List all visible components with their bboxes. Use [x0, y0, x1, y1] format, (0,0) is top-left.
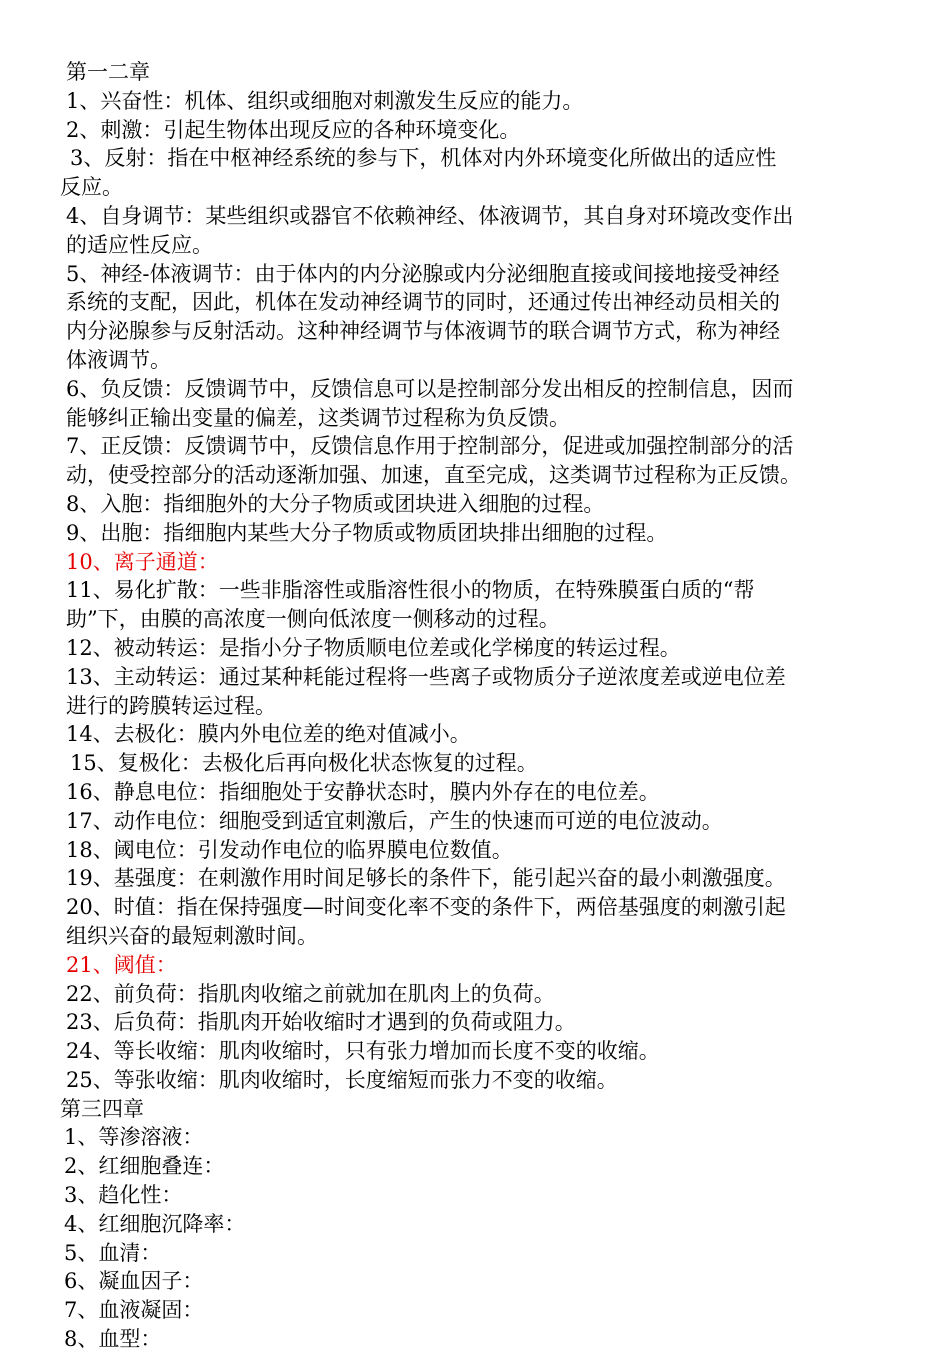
definition-line: 20、时值：指在保持强度—时间变化率不变的条件下，两倍基强度的刺激引起: [66, 895, 786, 920]
definition-line: 12、被动转运：是指小分子物质顺电位差或化学梯度的转运过程。: [66, 635, 681, 660]
definition-line: 1、兴奋性：机体、组织或细胞对刺激发生反应的能力。: [66, 88, 584, 113]
term-line: 2、红细胞叠连：: [64, 1154, 225, 1179]
definition-line: 2、刺激：引起生物体出现反应的各种环境变化。: [66, 117, 521, 142]
definition-line: 助”下，由膜的高浓度一侧向低浓度一侧移动的过程。: [66, 607, 560, 632]
chapter-heading: 第一二章: [66, 60, 150, 84]
highlighted-term-line: 21、阈值：: [66, 952, 177, 977]
definition-line: 22、前负荷：指肌肉收缩之前就加在肌肉上的负荷。: [66, 981, 555, 1006]
highlighted-term-line: 10、离子通道：: [66, 549, 219, 574]
definition-line: 13、主动转运：通过某种耗能过程将一些离子或物质分子逆浓度差或逆电位差: [66, 664, 786, 689]
term-line: 5、血清：: [64, 1240, 162, 1265]
definition-line: 5、神经-体液调节：由于体内的内分泌腺或内分泌细胞直接或间接地接受神经: [66, 261, 780, 286]
definition-line: 16、静息电位：指细胞处于安静状态时，膜内外存在的电位差。: [66, 779, 660, 804]
definition-line: 3、反射：指在中枢神经系统的参与下，机体对内外环境变化所做出的适应性: [70, 146, 777, 171]
term-line: 4、红细胞沉降率：: [64, 1211, 246, 1236]
definition-line: 8、入胞：指细胞外的大分子物质或团块进入细胞的过程。: [66, 491, 605, 516]
definition-line: 系统的支配，因此，机体在发动神经调节的同时，还通过传出神经动员相关的: [66, 290, 780, 315]
definition-line: 4、自身调节：某些组织或器官不依赖神经、体液调节，其自身对环境改变作出: [66, 203, 794, 228]
definition-line: 的适应性反应。: [66, 232, 213, 257]
definition-line: 14、去极化：膜内外电位差的绝对值减小。: [66, 722, 471, 747]
definition-line: 25、等张收缩：肌肉收缩时，长度缩短而张力不变的收缩。: [66, 1067, 618, 1092]
definition-line: 动，使受控部分的活动逐渐加强、加速，直至完成，这类调节过程称为正反馈。: [66, 463, 801, 488]
definition-line: 19、基强度：在刺激作用时间足够长的条件下，能引起兴奋的最小刺激强度。: [66, 866, 786, 891]
definition-line: 6、负反馈：反馈调节中，反馈信息可以是控制部分发出相反的控制信息，因而: [66, 376, 794, 401]
chapter-heading: 第三四章: [60, 1096, 144, 1121]
definition-line: 反应。: [60, 175, 123, 200]
definition-line: 24、等长收缩：肌肉收缩时，只有张力增加而长度不变的收缩。: [66, 1039, 660, 1064]
definition-line: 进行的跨膜转运过程。: [66, 693, 276, 718]
term-line: 3、趋化性：: [64, 1183, 183, 1208]
definition-line: 18、阈电位：引发动作电位的临界膜电位数值。: [66, 837, 513, 862]
definition-line: 11、易化扩散：一些非脂溶性或脂溶性很小的物质，在特殊膜蛋白质的“帮: [66, 578, 755, 603]
term-line: 8、血型：: [64, 1327, 162, 1352]
definition-line: 23、后负荷：指肌肉开始收缩时才遇到的负荷或阻力。: [66, 1010, 576, 1035]
document-page: [60, 58, 900, 1354]
term-line: 1、等渗溶液：: [64, 1125, 204, 1150]
definition-line: 17、动作电位：细胞受到适宜刺激后，产生的快速而可逆的电位波动。: [66, 808, 723, 833]
definition-line: 组织兴奋的最短刺激时间。: [66, 923, 318, 948]
definition-line: 9、出胞：指细胞内某些大分子物质或物质团块排出细胞的过程。: [66, 520, 668, 545]
definition-line: 体液调节。: [66, 347, 171, 372]
term-line: 7、血液凝固：: [64, 1298, 204, 1323]
definition-line: 15、复极化：去极化后再向极化状态恢复的过程。: [70, 751, 538, 776]
term-line: 6、凝血因子：: [64, 1269, 204, 1294]
definition-line: 内分泌腺参与反射活动。这种神经调节与体液调节的联合调节方式，称为神经: [66, 319, 780, 344]
definition-line: 能够纠正输出变量的偏差，这类调节过程称为负反馈。: [66, 405, 570, 430]
definition-line: 7、正反馈：反馈调节中，反馈信息作用于控制部分，促进或加强控制部分的活: [66, 434, 794, 459]
